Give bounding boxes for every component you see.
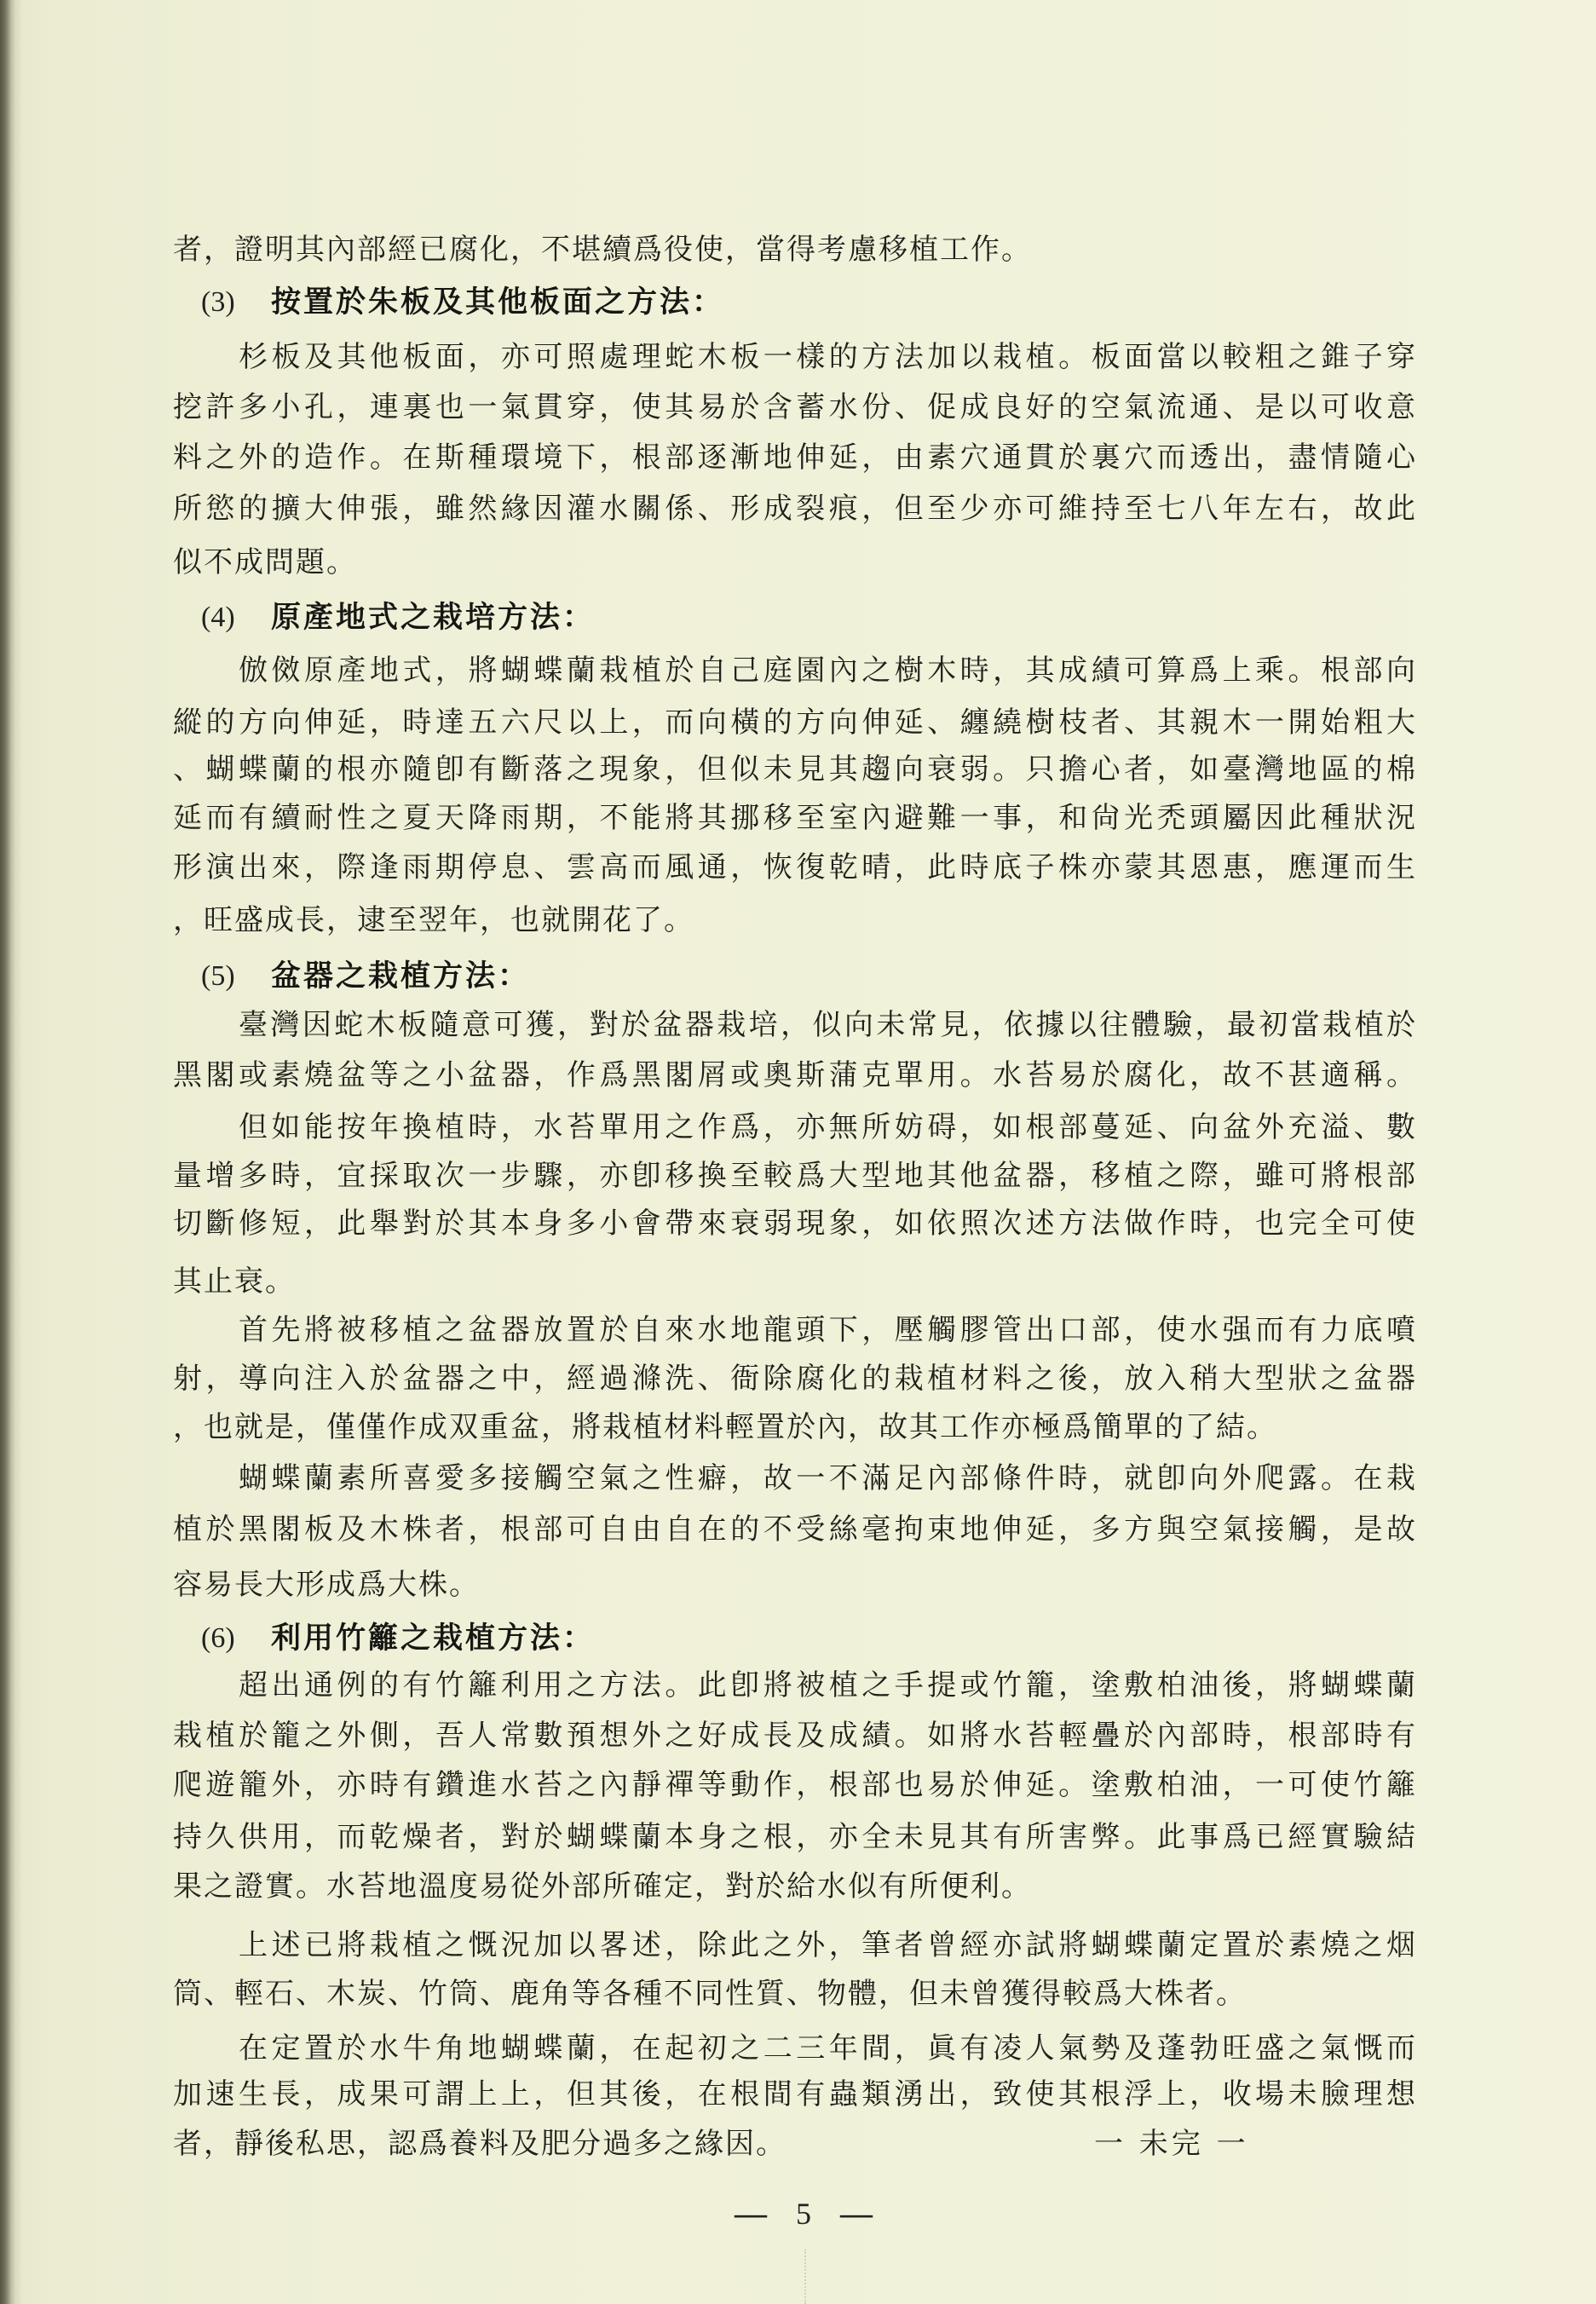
section-heading: [0, 600, 1596, 636]
text-line: 超出通例的有竹籬利用之方法。此卽將被植之手提或竹籠，塗敷柏油後，將蝴蝶蘭: [239, 1668, 1417, 1702]
to-be-continued-mark: 一 未完 一: [1094, 2127, 1249, 2161]
text-line: 切斷修短，此舉對於其本身多小會帶來衰弱現象，如依照次述方法做作時，也完全可使: [173, 1207, 1417, 1241]
text-line: 延而有續耐性之夏天降雨期，不能將其挪移至室內避難一事，和尙光禿頭屬因此種狀況: [173, 801, 1417, 835]
text-line: 黑閣或素燒盆等之小盆器，作爲黑閣屑或奧斯蒲克單用。水苔易於腐化，故不甚適稱。: [173, 1058, 1417, 1092]
text-line: 者，靜後私思，認爲養料及肥分過多之緣因。: [173, 2127, 786, 2161]
section-number: (6): [201, 1622, 235, 1654]
section-number: (3): [201, 286, 235, 318]
section-title: 按置於朱板及其他板面之方法：: [271, 285, 725, 320]
text-line: 持久供用，而乾燥者，對於蝴蝶蘭本身之根，亦全未見其有所害弊。此事爲已經實驗結: [173, 1820, 1417, 1854]
center-fold-mark: [804, 2249, 806, 2304]
text-line: 其止衰。: [173, 1264, 296, 1299]
text-line: 首先將被移植之盆器放置於自來水地龍頭下，壓觸膠管出口部，使水强而有力底噴: [239, 1313, 1417, 1347]
text-line: 料之外的造作。在斯種環境下，根部逐漸地伸延，由素穴通貫於裏穴而透出，盡情隨心: [173, 441, 1417, 475]
text-line: 果之證實。水苔地溫度易從外部所確定，對於給水似有所便利。: [173, 1869, 1032, 1904]
text-line: 植於黑閣板及木株者，根部可自由自在的不受絲毫拘束地伸延，多方與空氣接觸，是故: [173, 1512, 1417, 1547]
text-line: 容易長大形成爲大株。: [173, 1568, 480, 1602]
text-line: 筒、輕石、木炭、竹筒、鹿角等各種不同性質、物體，但未曾獲得較爲大株者。: [173, 1977, 1247, 2011]
page-number-left-dash: —: [735, 2196, 767, 2232]
text-line: 、蝴蝶蘭的根亦隨卽有斷落之現象，但似未見其趨向衰弱。只擔心者，如臺灣地區的棉: [173, 752, 1417, 786]
text-line: 倣傚原產地式，將蝴蝶蘭栽植於自己庭園內之樹木時，其成績可算爲上乘。根部向: [239, 654, 1417, 688]
text-line: 栽植於籠之外側，吾人常數預想外之好成長及成績。如將水苔輕疊於內部時，根部時有: [173, 1719, 1417, 1753]
text-line: 在定置於水牛角地蝴蝶蘭，在起初之二三年間，眞有凌人氣勢及蓬勃旺盛之氣慨而: [239, 2031, 1417, 2065]
text-line: 臺灣因蛇木板隨意可獲，對於盆器栽培，似向未常見，依據以往體驗，最初當栽植於: [239, 1008, 1417, 1042]
page-number-right-dash: —: [840, 2196, 873, 2232]
page-binding-edge: [0, 0, 22, 2304]
text-line: 射，導向注入於盆器之中，經過滌洗、衙除腐化的栽植材料之後，放入稍大型狀之盆器: [173, 1362, 1417, 1396]
text-line: 似不成問題。: [173, 545, 357, 579]
text-line: ，旺盛成長，逮至翌年，也就開花了。: [173, 903, 694, 937]
text-line: 爬遊籠外，亦時有鑽進水苔之內靜禪等動作，根部也易於伸延。塗敷柏油，一可使竹籬: [173, 1768, 1417, 1802]
section-number: (5): [201, 960, 235, 992]
text-line: 蝴蝶蘭素所喜愛多接觸空氣之性癖，故一不滿足內部條件時，就卽向外爬露。在栽: [239, 1461, 1417, 1495]
text-line: 但如能按年換植時，水苔單用之作爲，亦無所妨碍，如根部蔓延、向盆外充溢、數: [239, 1110, 1417, 1144]
continuation-line: 者，證明其內部經已腐化，不堪續爲役使，當得考慮移植工作。: [173, 233, 1032, 267]
text-line: 上述已將栽植之慨況加以畧述，除此之外，筆者曾經亦試將蝴蝶蘭定置於素燒之烟: [239, 1928, 1417, 1962]
section-title: 原產地式之栽培方法：: [271, 601, 596, 635]
section-title: 盆器之栽植方法：: [271, 959, 531, 994]
section-heading: [0, 959, 1596, 994]
text-line: 挖許多小孔，連裏也一氣貫穿，使其易於含蓄水份、促成良好的空氣流通、是以可收意: [173, 390, 1417, 424]
page-number: [735, 2197, 873, 2231]
section-number: (4): [201, 602, 235, 633]
text-line: 形演出來，際逢雨期停息、雲高而風通，恢復乾晴，此時底子株亦蒙其恩惠，應運而生: [173, 850, 1417, 884]
section-heading: [0, 1621, 1596, 1656]
text-line: 縱的方向伸延，時達五六尺以上，而向橫的方向伸延、纏繞樹枝者、其親木一開始粗大: [173, 706, 1417, 740]
page-number-value: 5: [796, 2197, 811, 2231]
text-line: 加速生長，成果可謂上上，但其後，在根間有蟲類湧出，致使其根浮上，收場未臉理想: [173, 2077, 1417, 2111]
section-heading: [0, 285, 1596, 320]
text-line: 杉板及其他板面，亦可照處理蛇木板一樣的方法加以栽植。板面當以較粗之錐子穿: [239, 340, 1417, 374]
text-line: ，也就是，僅僅作成双重盆，將栽植材料輕置於內，故其工作亦極爲簡單的了結。: [173, 1410, 1277, 1444]
text-line: 所慾的擴大伸張，雖然緣因灌水關係、形成裂痕，但至少亦可維持至七八年左右，故此: [173, 492, 1417, 526]
section-title: 利用竹籬之栽植方法：: [271, 1621, 596, 1656]
text-line: 量增多時，宜採取次一步驟，亦卽移換至較爲大型地其他盆器，移植之際，雖可將根部: [173, 1159, 1417, 1193]
